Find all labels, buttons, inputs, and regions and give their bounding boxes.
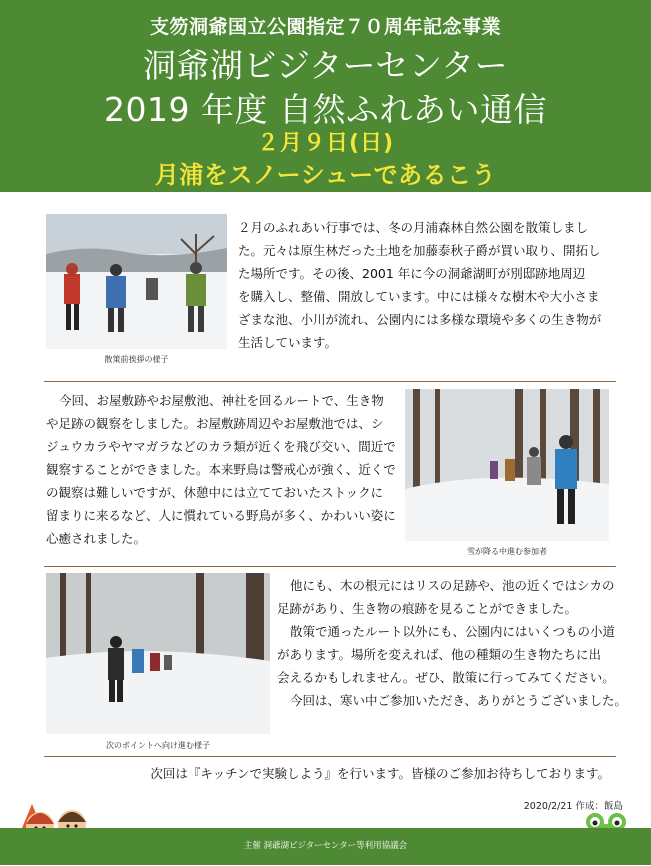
paragraph-closing <box>277 574 627 712</box>
text-line: 心癒されました。 <box>46 531 147 546</box>
organizer-text: 主催 洞爺湖ビジターセンター等利用協議会 <box>243 841 408 851</box>
text-line: た。元々は原生林だった土地を加藤泰秋子爵が買い取り、開拓し <box>238 243 601 258</box>
photo-greeting <box>46 214 227 349</box>
text-line: 他にも、木の根元にはリスの足跡や、池の近くではシカの <box>290 578 615 593</box>
text-line: の観察は難しいですが、休憩中には立てておいたストックに <box>46 485 384 500</box>
text-line: 観察することができました。本来野鳥は警戒心が強く、近くで <box>46 462 396 477</box>
text-line: 今回、お屋敷跡やお屋敷池、神社を回るルートで、生き物 <box>59 393 384 408</box>
divider <box>44 381 616 382</box>
caption-next-point: 次のポイントへ向け進む様子 <box>106 741 210 750</box>
date-author: 2020/2/21 作成：飯島 <box>523 801 623 812</box>
text-line: を購入し、整備、開放しています。中には様々な樹木や大小さま <box>238 289 600 304</box>
event-date: ２月９日(日) <box>256 131 395 156</box>
text-line: 今回は、寒い中ご参加いただき、ありがとうございました。 <box>290 693 628 708</box>
photo-snowfall-walk <box>405 389 609 541</box>
caption-greeting: 散策前挨拶の様子 <box>104 355 169 364</box>
next-event-notice: 次回は『キッチンで実験しよう』を行います。皆様のご参加お待ちしております。 <box>150 766 610 781</box>
text-line: や足跡の観察をしました。お屋敷跡周辺やお屋敷池では、シ <box>46 416 384 431</box>
event-subtitle: 月浦をスノーシューであるこう <box>154 161 497 189</box>
divider <box>44 566 616 567</box>
text-line: 足跡があり、生き物の痕跡を見ることができました。 <box>277 601 578 616</box>
paragraph-observation <box>46 389 398 550</box>
anniversary-line: 支笏洞爺国立公園指定７０周年記念事業 <box>149 16 501 38</box>
visitor-center-title: 洞爺湖ビジターセンター <box>142 46 509 85</box>
text-line: 散策で通ったルート以外にも、公園内にはいくつもの小道 <box>290 624 616 639</box>
paragraph-intro <box>238 216 634 354</box>
newsletter-title: 2019 年度 自然ふれあい通信 <box>104 90 547 129</box>
text-line: ２月のふれあい行事では、冬の月浦森林自然公園を散策しまし <box>238 220 589 235</box>
text-line: ジュウカラやヤマガラなどのカラ類が近くを飛び交い、間近で <box>46 439 396 454</box>
text-line: た場所です。その後、2001 年に今の洞爺湖町が別邸跡地周辺 <box>238 266 586 281</box>
text-line: 生活しています。 <box>238 335 338 350</box>
text-line: 会えるかもしれません。ぜひ、散策に行ってみてください。 <box>277 670 615 685</box>
divider <box>44 756 616 757</box>
text-line: ざまな池、小川が流れ、公園内には多様な環境や多くの生き物が <box>238 312 602 327</box>
header-banner <box>0 0 651 192</box>
text-line: があります。場所を変えれば、他の種類の生き物たちに出 <box>277 647 602 662</box>
text-line: 留まりに来るなど、人に慣れている野鳥が多く、かわいい姿に <box>46 508 396 523</box>
photo-next-point <box>46 573 270 734</box>
footer-banner <box>0 828 651 865</box>
caption-snowfall-walk: 雪が降る中進む参加者 <box>467 547 547 556</box>
